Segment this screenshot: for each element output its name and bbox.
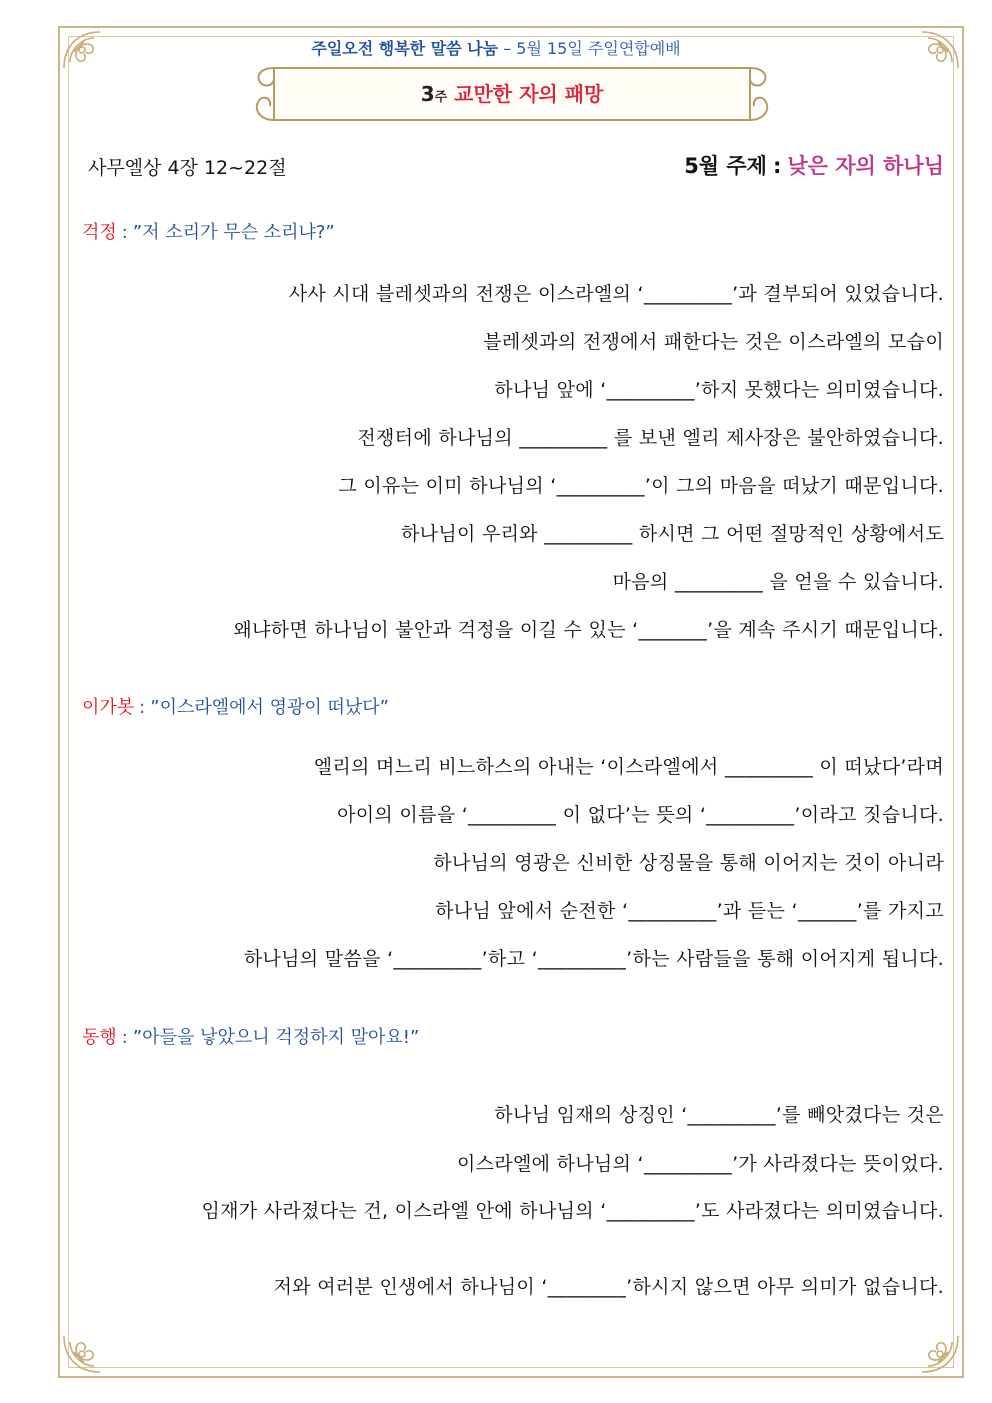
week-number: 3 (420, 82, 435, 106)
section-heading-companionship (82, 1023, 419, 1049)
section-colon: : (121, 1027, 128, 1048)
header-line (0, 36, 992, 59)
header-service-date: 5월 15일 주일연합예배 (516, 39, 681, 58)
theme-value: 낮은 자의 하나님 (787, 154, 944, 178)
fill-in-line: 하나님 앞에서 순전한 ‘_________’과 듣는 ‘______’를 가지고 (435, 900, 944, 922)
section-colon: : (139, 697, 146, 718)
section-name: 이가봇 (82, 697, 135, 718)
week-title (252, 78, 772, 107)
scripture-reference: 사무엘상 4장 12~22절 (88, 157, 287, 179)
fill-in-line: 하나님이 우리와 _________ 하시면 그 어떤 절망적인 상황에서도 (401, 523, 944, 545)
theme-colon: : (772, 154, 782, 178)
section-heading-worry (82, 218, 335, 244)
section-name: 동행 (82, 1027, 117, 1048)
fill-in-line: 임재가 사라졌다는 건, 이스라엘 안에 하나님의 ‘_________’도 사라졌다는 의미였습니다. (201, 1200, 944, 1222)
fill-in-line: 하나님 임재의 상징인 ‘_________’를 빼앗겼다는 것은 (494, 1104, 944, 1126)
week-unit: 주 (434, 90, 448, 105)
header-main-title: 주일오전 행복한 말씀 나눔 (311, 39, 499, 58)
section-quote: ”이스라엘에서 영광이 떠났다” (150, 697, 389, 718)
fill-in-line: 하나님의 영광은 신비한 상징물을 통해 이어지는 것이 아니라 (433, 852, 944, 874)
sermon-title: 교만한 자의 패망 (454, 82, 604, 106)
fill-in-line: 블레셋과의 전쟁에서 패한다는 것은 이스라엘의 모습이 (483, 331, 944, 353)
fill-in-line: 저와 여러분 인생에서 하나님이 ‘________’하시지 않으면 아무 의미가 없습니다. (273, 1276, 944, 1298)
theme-label: 5월 주제 (684, 154, 767, 178)
section-quote: ”저 소리가 무슨 소리냐?” (132, 222, 335, 243)
section-colon: : (121, 222, 128, 243)
fill-in-line: 아이의 이름을 ‘_________ 이 없다’는 뜻의 ‘_________’이라고 짓습니다. (337, 804, 944, 826)
header-separator: – (503, 39, 512, 58)
fill-in-line: 하나님의 말씀을 ‘_________’하고 ‘_________’하는 사람들을 통해 이어지게 됩니다. (243, 948, 944, 970)
monthly-theme (684, 150, 944, 180)
fill-in-line: 왜냐하면 하나님이 불안과 걱정을 이길 수 있는 ‘_______’을 계속 주시기 때문입니다. (233, 619, 944, 641)
corner-ornament-bottom-left (60, 1312, 124, 1376)
section-heading-ichabod (82, 693, 389, 719)
fill-in-line: 사사 시대 블레셋과의 전쟁은 이스라엘의 ‘_________’과 결부되어 있었습니다. (288, 283, 944, 305)
fill-in-line: 그 이유는 이미 하나님의 ‘_________’이 그의 마음을 떠났기 때문입니다. (338, 475, 944, 497)
section-quote: ”아들을 낳았으니 걱정하지 말아요!” (132, 1027, 420, 1048)
fill-in-line: 이스라엘에 하나님의 ‘_________’가 사라졌다는 뜻이었다. (456, 1153, 944, 1175)
fill-in-line: 마음의 _________ 을 얻을 수 있습니다. (612, 571, 944, 593)
section-name: 걱정 (82, 222, 117, 243)
fill-in-line: 하나님 앞에 ‘_________’하지 못했다는 의미였습니다. (494, 379, 944, 401)
fill-in-line: 엘리의 며느리 비느하스의 아내는 ‘이스라엘에서 _________ 이 떠났다’라며 (313, 756, 944, 778)
corner-ornament-bottom-right (898, 1312, 962, 1376)
fill-in-line: 전쟁터에 하나님의 _________ 를 보낸 엘리 제사장은 불안하였습니다. (357, 427, 944, 449)
